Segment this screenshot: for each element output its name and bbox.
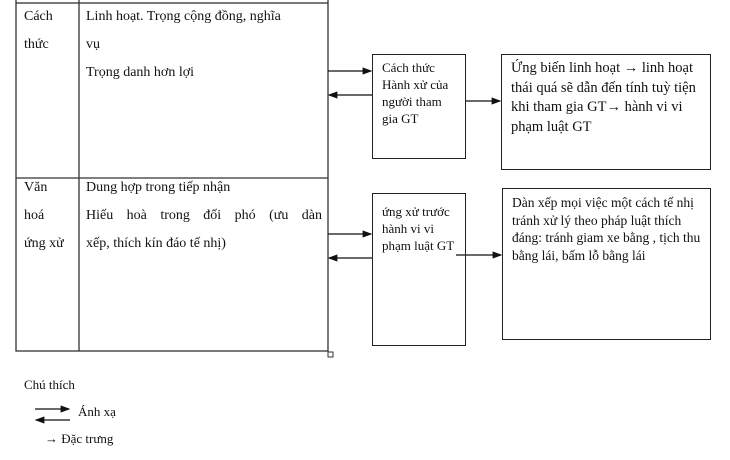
box-behavior: Cách thức Hành xử của người tham gia GT [372,54,466,159]
legend-feature-label: Đặc trưng [61,431,114,446]
box-violation-response: ứng xử trước hành vi vi phạm luật GT [372,193,466,346]
label-line: Cách [24,9,53,24]
row-content-cach-thuc [86,3,281,87]
feature-arrow-icon: → [45,431,58,446]
label-line: hoá [24,208,45,223]
box-consequence: Ứng biến linh hoạt → linh hoạt thái quá sẽ dẫn đến tính tuỳ tiện khi tham gia GT→ hành vi vi phạm luật GT [501,54,711,170]
content-line: Hiếu hoà trong đối phó (ưu dàn [86,208,322,223]
table-resize-handle [328,352,333,357]
content-line: vụ [86,37,100,52]
label-line: ứng xử [24,236,64,251]
content-line: Trọng danh hơn lợi [86,65,195,80]
label-line: thức [24,37,49,52]
label-line: Văn [24,180,48,195]
box-settlement: Dàn xếp mọi việc một cách tế nhị tránh xử lý theo pháp luật thích đáng: tránh giam xe bằng , tịch thu bằng lái, bấm lỗ bằng lái [502,188,711,340]
row-content-van-hoa-ung-xu [86,174,322,258]
legend-feature [45,431,113,447]
row-label-van-hoa-ung-xu [24,174,64,258]
row-label-cach-thuc [24,3,53,59]
content-line: xếp, thích kín đáo tế nhị) [86,236,226,251]
legend-title: Chú thích [24,377,75,392]
content-line: Linh hoạt. Trọng cộng đồng, nghĩa [86,9,281,24]
content-line: Dung hợp trong tiếp nhận [86,180,231,195]
legend-mapping-label: Ánh xạ [78,404,116,419]
